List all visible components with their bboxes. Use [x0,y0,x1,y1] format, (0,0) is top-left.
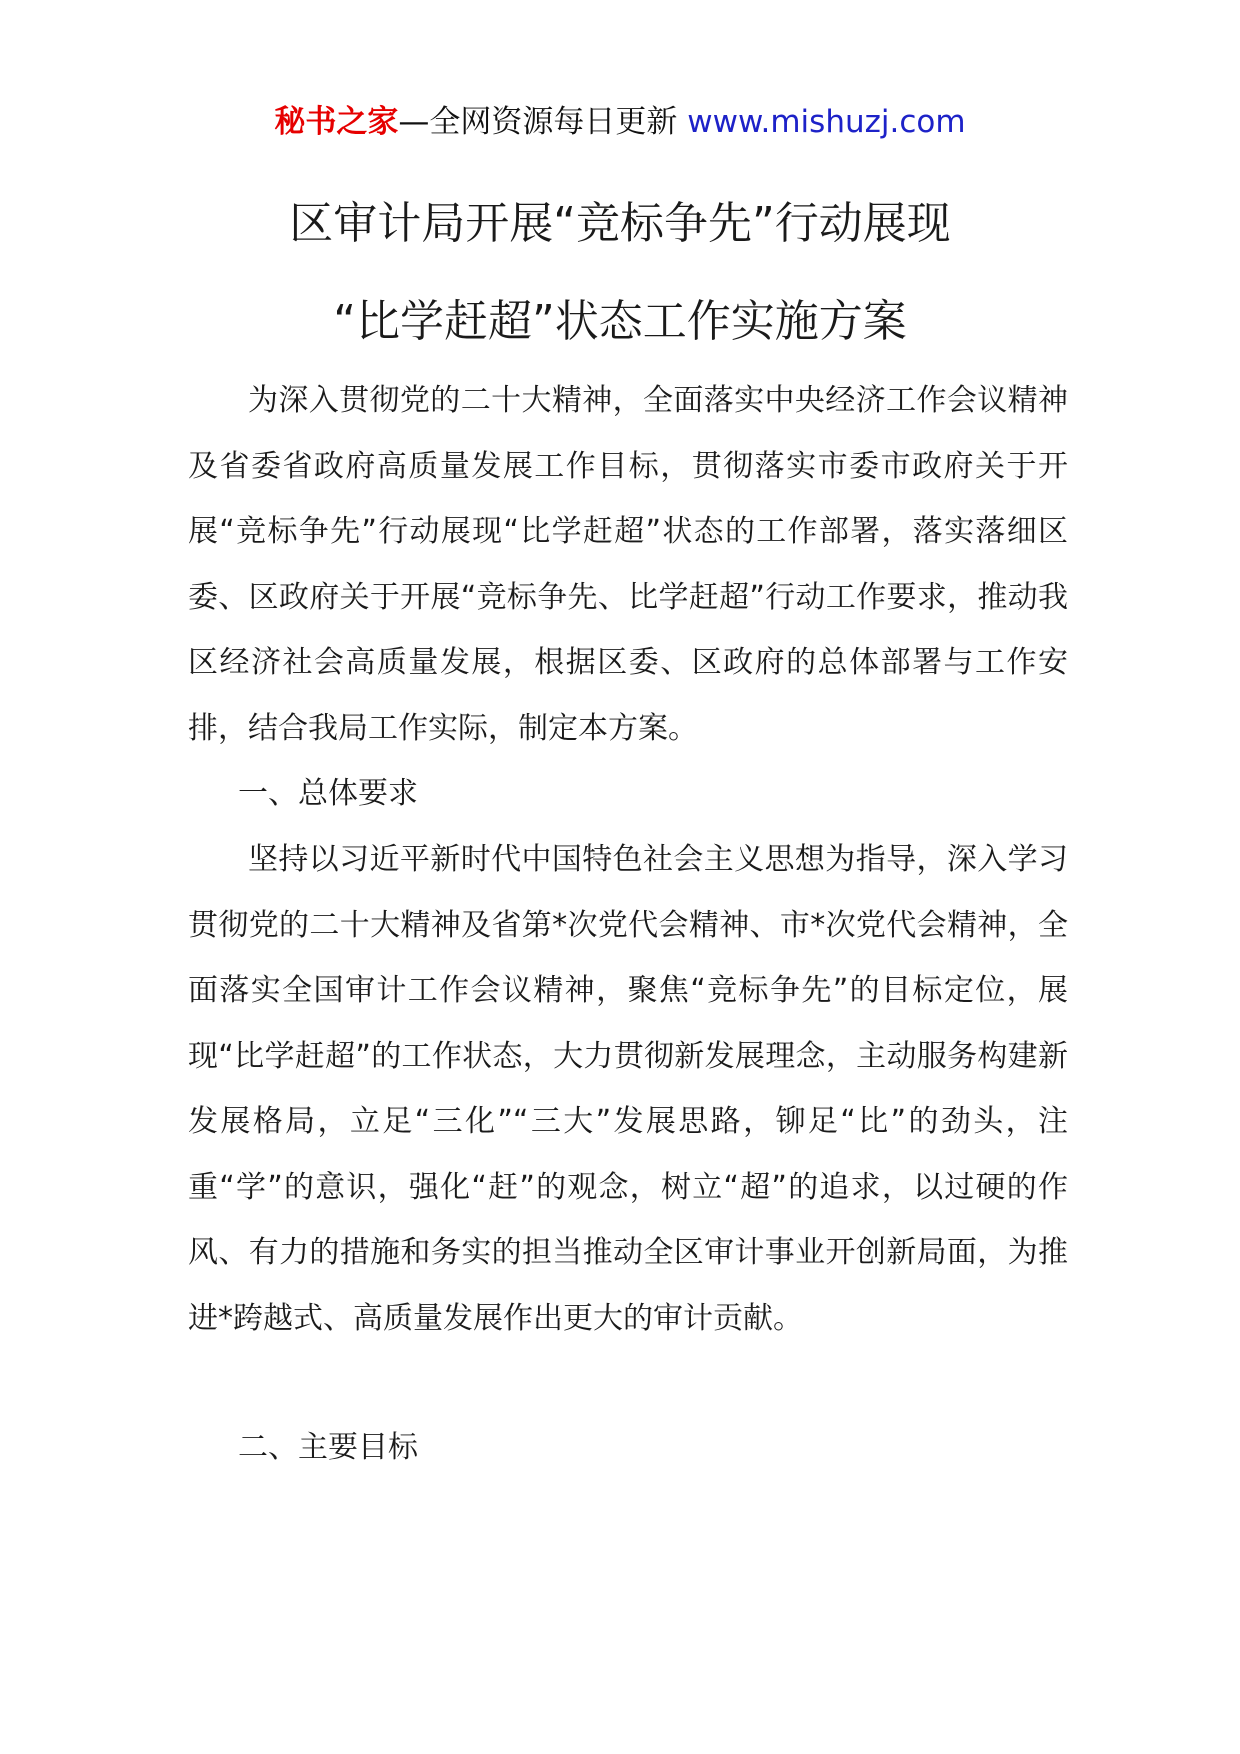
section-1-paragraph: 坚持以习近平新时代中国特色社会主义思想为指导，深入学习贯彻党的二十大精神及省第*次党代会精神、市*次党代会精神，全面落实全国审计工作会议精神，聚焦“竞标争先”的目标定位，展现“比学赶超”的工作状态，大力贯彻新发展理念，主动服务构建新发展格局，立足“三化”“三大”发展思路，铆足“比”的劲头，注重“学”的意识，强化“赶”的观念，树立“超”的追求，以过硬的作风、有力的措施和务实的担当推动全区审计事业开创新局面，为推进*跨越式、高质量发展作出更大的审计贡献。 [188,842,1068,1336]
site-header [0,100,1240,144]
header-tagline: —全网资源每日更新 [398,104,678,140]
brand-name: 秘书之家 [274,104,399,140]
intro-paragraph: 为深入贯彻党的二十大精神，全面落实中央经济工作会议精神及省委省政府高质量发展工作目标，贯彻落实市委市政府关于开展“竞标争先”行动展现“比学赶超”状态的工作部署，落实落细区委、区政府关于开展“竞标争先、比学赶超”行动工作要求，推动我区经济社会高质量发展，根据区委、区政府的总体部署与工作安排，结合我局工作实际，制定本方案。 [188,383,1068,746]
section-1-heading-block [188,761,1068,827]
section-2-heading: 二、主要目标 [238,1430,418,1465]
document-title-line-2: “比学赶超”状态工作实施方案 [333,296,907,347]
document-title-line-1: 区审计局开展“竞标争先”行动展现 [289,198,951,249]
section-2-heading-block [188,1415,1068,1481]
section-1-heading: 一、总体要求 [238,776,418,811]
site-url-link[interactable]: www.mishuzj.com [687,104,966,140]
intro-paragraph-block [188,368,1068,761]
section-1-body-block [188,827,1068,1351]
